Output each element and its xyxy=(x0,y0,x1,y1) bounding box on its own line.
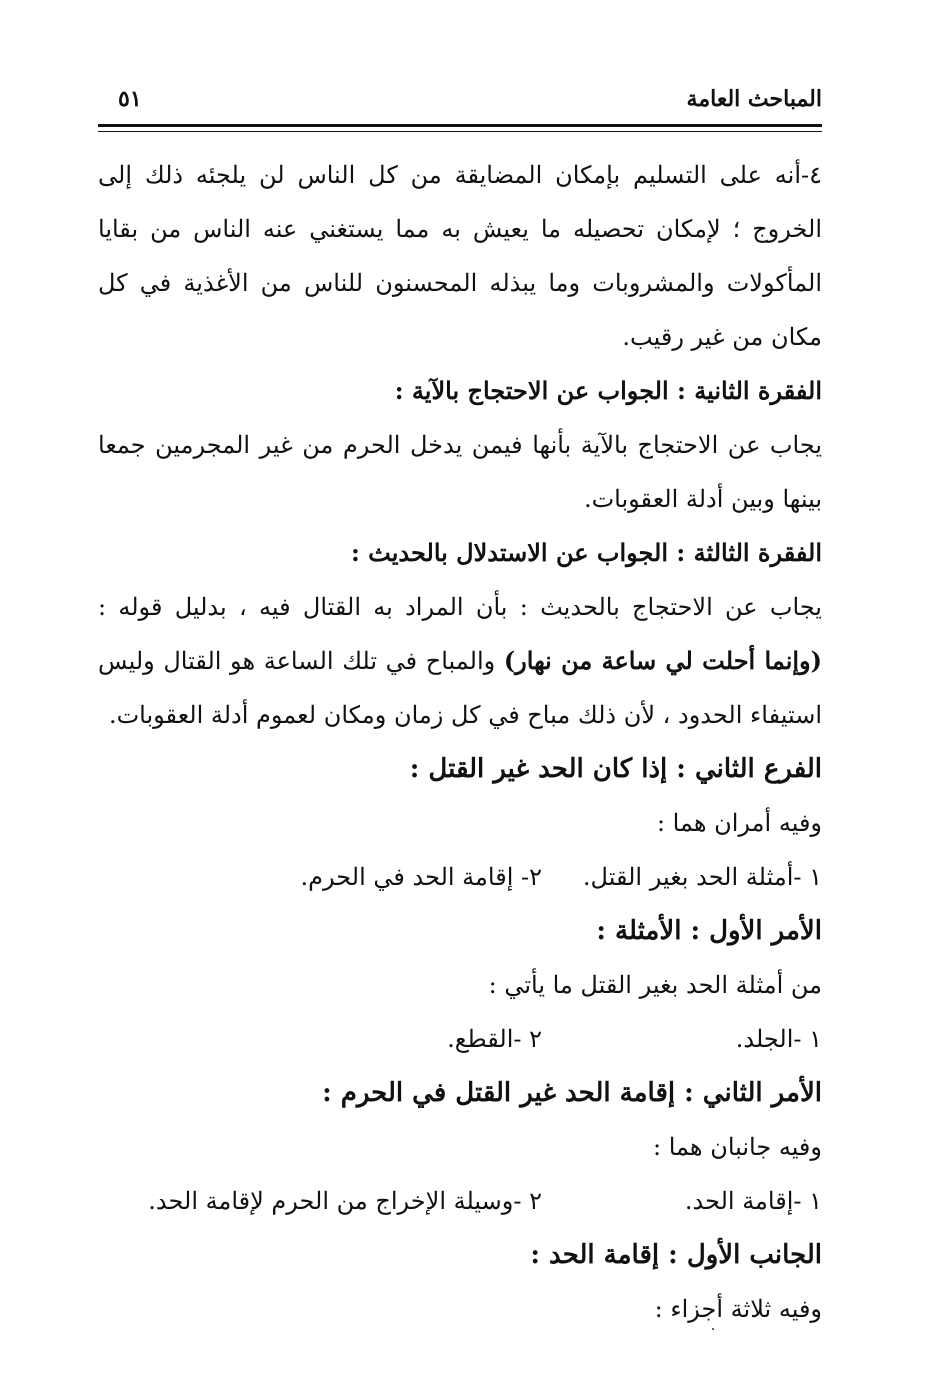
header-title: المباحث العامة xyxy=(686,86,822,112)
header-rule-thin xyxy=(98,131,822,132)
list-examples xyxy=(98,1012,822,1066)
page-body xyxy=(98,148,822,1336)
section-heading-second-matter: الأمر الثاني : إقامة الحد غير القتل في الحرم : xyxy=(322,1078,822,1108)
list-item: ٢ -وسيلة الإخراج من الحرم لإقامة الحد. xyxy=(148,1187,542,1215)
paragraph-point-4: ٤-أنه على التسليم بإمكان المضايقة من كل الناس لن يلجئه ذلك إلى الخروج ؛ لإمكان تحصيله ما يعيش به مما يستغني عنه الناس من بقايا المأكولات والمشروبات وما يبذله المحسنون للناس من الأغذية في كل مكان من غير رقيب. xyxy=(98,161,822,351)
list-item: ١ -أمثلة الحد بغير القتل. xyxy=(582,863,822,891)
section-heading-third-clause: الفقرة الثالثة : الجواب عن الاستدلال بالحديث : xyxy=(350,538,822,567)
header-rule-thick xyxy=(98,124,822,127)
list-item: ٢ -القطع. xyxy=(447,1025,542,1053)
list-two-matters xyxy=(98,850,822,904)
scan-speck xyxy=(712,1328,714,1330)
paragraph-two-matters: وفيه أمران هما : xyxy=(656,809,822,837)
running-header xyxy=(98,86,822,120)
list-item: ١ -إقامة الحد. xyxy=(684,1187,822,1215)
page-number: ٥١ xyxy=(118,86,142,112)
hadith-answer-text-a: يجاب عن الاحتجاج بالحديث : بأن المراد به القتال فيه ، بدليل قوله : xyxy=(98,593,822,621)
hadith-quote: (وإنما أحلت لي ساعة من نهار) xyxy=(503,646,823,675)
paragraph-verse-answer: يجاب عن الاحتجاج بالآية بأنها فيمن يدخل الحرم من غير المجرمين جمعا بينها وبين أدلة العقوبات. xyxy=(98,431,822,513)
section-heading-second-branch: الفرع الثاني : إذا كان الحد غير القتل : xyxy=(409,754,822,784)
paragraph-two-aspects: وفيه جانبان هما : xyxy=(653,1133,822,1161)
paragraph-three-parts: وفيه ثلاثة أجزاء : xyxy=(654,1295,822,1323)
list-item: ٢- إقامة الحد في الحرم. xyxy=(300,863,542,891)
list-item: ١ -الجلد. xyxy=(735,1025,822,1053)
hadith-answer-text-b: والمباح في تلك الساعة هو القتال وليس استيفاء الحدود ، لأن ذلك مباح في كل زمان ومكان لعموم أدلة العقوبات. xyxy=(98,647,822,729)
section-heading-first-matter: الأمر الأول : الأمثلة : xyxy=(596,916,822,946)
list-two-aspects xyxy=(98,1174,822,1228)
paragraph-hadith-answer xyxy=(98,580,822,742)
section-heading-second-clause: الفقرة الثانية : الجواب عن الاحتجاج بالآية : xyxy=(394,376,822,405)
paragraph-examples-intro: من أمثلة الحد بغير القتل ما يأتي : xyxy=(488,971,822,999)
section-heading-first-aspect: الجانب الأول : إقامة الحد : xyxy=(530,1240,822,1270)
